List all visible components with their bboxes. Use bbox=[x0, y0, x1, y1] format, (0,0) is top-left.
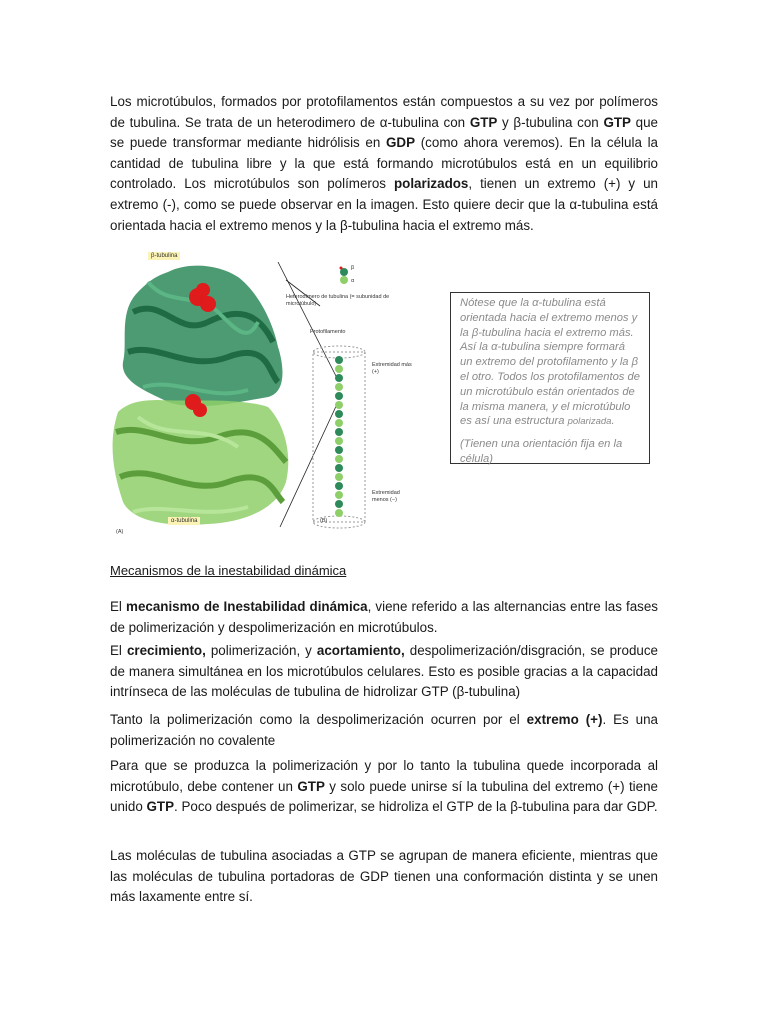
mech3-text-a: Tanto la polimerización como la despolimerización ocurren por el bbox=[110, 712, 527, 727]
note-polarizada: polarizada bbox=[567, 416, 612, 428]
panel-b-label: (B) bbox=[320, 518, 328, 524]
alpha-tubulin-tag: α-tubulina bbox=[168, 517, 200, 525]
mech4-text-c: y solo puede unirse sí la tubulina del extremo (+) tiene unido bbox=[110, 778, 658, 815]
mech2-acortamiento: acortamiento, bbox=[316, 643, 405, 658]
tubulin-figure bbox=[108, 252, 438, 542]
mech3-text-c: . Es una polimerización no covalente bbox=[110, 712, 659, 748]
note-paragraph-1 bbox=[460, 296, 640, 430]
mechanism-paragraph-1 bbox=[110, 597, 658, 638]
heterodimer-icon bbox=[340, 267, 349, 285]
panel-a-label: (A) bbox=[116, 529, 124, 535]
note-paragraph-2: (Tienen una orientación fija en la célula) bbox=[460, 438, 623, 465]
mini-alpha-label: α bbox=[351, 278, 355, 284]
intro-paragraph bbox=[110, 92, 658, 236]
mech2-text-c: polimerización, y bbox=[205, 643, 317, 658]
minus-end-label: Extremidad menos (−) bbox=[372, 490, 400, 503]
intro-text-4: (como ahora veremos). En la célula la cantidad de tubulina libre y la que está formando microtúbulos está en un equilibrio controlado. Los microtúbulos son polímeros bbox=[110, 135, 658, 192]
intro-gtp-1: GTP bbox=[469, 114, 498, 130]
mech1-text-a: El bbox=[110, 599, 127, 614]
mech2-text-a: El bbox=[110, 643, 127, 658]
note-text-3: . bbox=[611, 415, 615, 428]
mech5-text: Las moléculas de tubulina asociadas a GTP se agrupan de manera eficiente, mientras que las moléculas de tubulina portadoras de GDP tienen una conformación distinta y se unen más laxamente entre sí. bbox=[110, 848, 658, 905]
intro-text-1: Los microtúbulos, formados por protofilamentos están compuestos a su vez por polímeros de tubulina. Se trata de un heterodimero de α-tubulina con bbox=[110, 94, 658, 130]
mech1-text-c: , viene referido a las alternancias entre las fases de polimerización y despolimerización en microtúbulos. bbox=[110, 599, 659, 635]
mech4-gtp-2: GTP bbox=[146, 799, 175, 815]
intro-gtp-2: GTP bbox=[603, 114, 631, 130]
mech4-gtp-1: GTP bbox=[297, 778, 325, 794]
plus-end-label: Extremidad más (+) bbox=[372, 362, 412, 375]
mech2-text-e: despolimerización/disgración, se produce de manera simultánea en los microtúbulos celulares. Esto es posible gracias a la capacidad intrínseca de las moléculas de tubulina de hidrolizar GTP (β-tubulina) bbox=[110, 643, 658, 700]
mech3-extremo: extremo (+) bbox=[526, 712, 603, 727]
mechanism-paragraph-2 bbox=[110, 641, 658, 703]
mech2-crecimiento: crecimiento, bbox=[126, 643, 206, 658]
intro-text-3: que se puede transformar mediante hidrólisis en bbox=[110, 114, 658, 151]
intro-gdp: GDP bbox=[386, 135, 416, 151]
note-text-1: Nótese que la α-tubulina está orientada hacia el extremo menos y la β-tubulina hacia el extremo más. Así la α-tubulina siempre formará un extremo del protofilamento y la β el otro. Todos los protofilamentos de un microtúbulo están orientados de la misma manera, y el microtúbulo es así una estructura bbox=[460, 297, 640, 428]
mechanism-paragraph-3 bbox=[110, 710, 658, 751]
intro-text-5: , tienen un extremo (+) y un extremo (-), como se puede observar en la imagen. Esto quiere decir que la α-tubulina está orientada hacia el extremo menos y la β-tubulina hacia el extremo más. bbox=[110, 176, 658, 233]
beta-tubulin-tag: β-tubulina bbox=[148, 252, 180, 260]
mini-beta-label: β bbox=[351, 265, 355, 271]
mech4-text-a: Para que se produzca la polimerización y por lo tanto la tubulina quede incorporada al microtúbulo, debe contener un bbox=[110, 758, 658, 794]
mechanism-paragraph-5 bbox=[110, 846, 658, 908]
note-box bbox=[450, 292, 650, 464]
alpha-tubulin-ribbon bbox=[113, 400, 289, 525]
protofilament-beads bbox=[335, 356, 343, 517]
mechanism-paragraph-4 bbox=[110, 756, 658, 818]
mech4-text-e: . Poco después de polimerizar, se hidroliza el GTP de la β-tubulina para dar GDP. bbox=[174, 799, 658, 815]
intro-polarizados: polarizados bbox=[393, 176, 469, 192]
intro-text-2: y β-tubulina con bbox=[497, 114, 604, 130]
mech1-bold: mecanismo de Inestabilidad dinámica bbox=[126, 599, 368, 614]
protofilament-label: Protofilamento bbox=[310, 329, 346, 335]
section-title: Mecanismos de la inestabilidad dinámica bbox=[110, 563, 347, 578]
heterodimer-label: Heterodímero de tubulina (= subunidad de microtúbulo) bbox=[286, 294, 390, 307]
